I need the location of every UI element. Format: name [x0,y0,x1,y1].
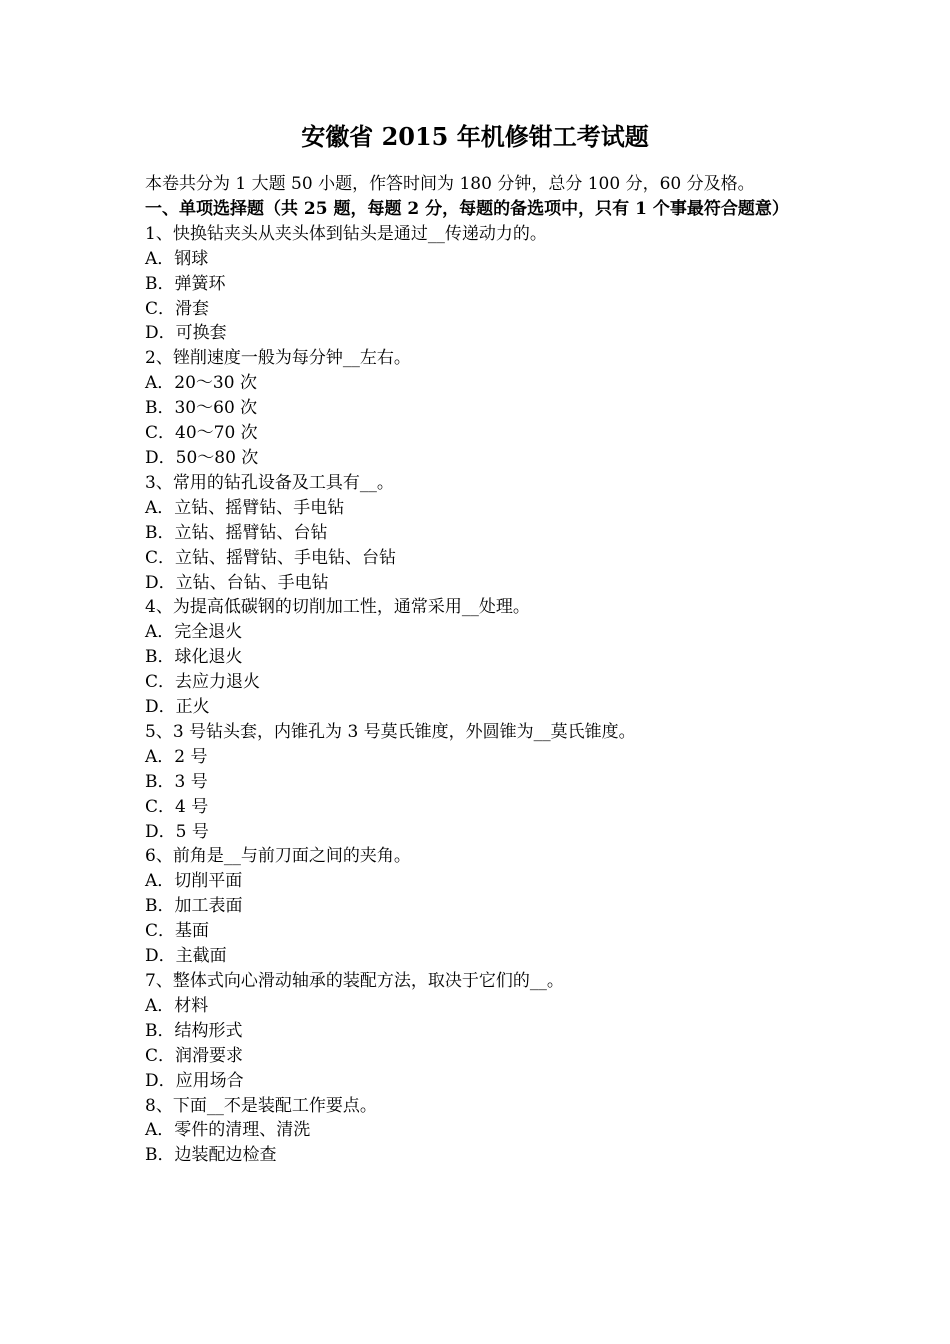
question-option: A．材料 [145,995,209,1016]
question-option: C．40～70 次 [145,423,258,444]
question-option: B．弹簧环 [145,273,226,294]
question-option: D．立钻、台钻、手电钻 [145,572,329,593]
question-option: A．20～30 次 [145,373,257,394]
question-stem: 7、整体式向心滑动轴承的装配方法，取决于它们的__。 [145,971,564,991]
question-option: B．加工表面 [145,896,243,917]
question-option: D．主截面 [145,946,227,967]
question-option: C．基面 [145,921,210,942]
question-option: A．钢球 [145,248,209,269]
question-stem: 8、下面__不是装配工作要点。 [145,1095,377,1116]
section-heading: 一、单项选择题（共 25 题，每题 2 分，每题的备选项中，只有 1 个事最符合题意） [145,198,789,219]
question-option: B．结构形式 [145,1020,243,1041]
question-option: B．球化退火 [145,647,243,668]
question-stem: 3、常用的钻孔设备及工具有__。 [145,472,394,493]
question-option: C．立钻、摇臂钻、手电钻、台钻 [145,547,397,568]
question-7 [145,969,815,1094]
question-stem: 1、快换钻夹头从夹头体到钻头是通过__传递动力的。 [145,223,547,244]
question-option: C．润滑要求 [145,1045,244,1066]
question-6 [145,844,815,969]
question-option: A．零件的清理、清洗 [145,1120,311,1141]
question-option: A．2 号 [145,746,208,767]
question-option: B．立钻、摇臂钻、台钻 [145,522,328,543]
question-option: D．应用场合 [145,1070,244,1091]
question-5 [145,720,815,845]
question-option: A．完全退火 [145,622,243,643]
question-stem: 5、3 号钻头套，内锥孔为 3 号莫氏锥度，外圆锥为__莫氏锥度。 [145,721,636,742]
question-option: D．可换套 [145,323,227,344]
document-body [145,172,815,1168]
question-stem: 2、锉削速度一般为每分钟__左右。 [145,348,411,369]
question-option: D．正火 [145,697,210,718]
question-option: C．去应力退火 [145,672,261,693]
question-option: A．立钻、摇臂钻、手电钻 [145,497,345,518]
question-4 [145,595,815,720]
question-option: A．切削平面 [145,871,243,892]
question-3 [145,471,815,596]
question-option: B．30～60 次 [145,398,258,419]
question-option: C．滑套 [145,298,210,319]
question-2 [145,346,815,471]
question-option: C．4 号 [145,796,209,817]
question-stem: 6、前角是__与前刀面之间的夹角。 [145,846,411,867]
question-8 [145,1094,815,1169]
exam-intro: 本卷共分为 1 大题 50 小题，作答时间为 180 分钟，总分 100 分，60 分及格。 [145,174,755,194]
question-stem: 4、为提高低碳钢的切削加工性，通常采用__处理。 [145,597,530,618]
question-option: B．边装配边检查 [145,1145,277,1166]
question-1 [145,222,815,347]
question-option: D．50～80 次 [145,447,259,468]
question-option: D．5 号 [145,821,209,842]
page-title: 安徽省 2015 年机修钳工考试题 [301,122,649,151]
question-option: B．3 号 [145,771,208,792]
